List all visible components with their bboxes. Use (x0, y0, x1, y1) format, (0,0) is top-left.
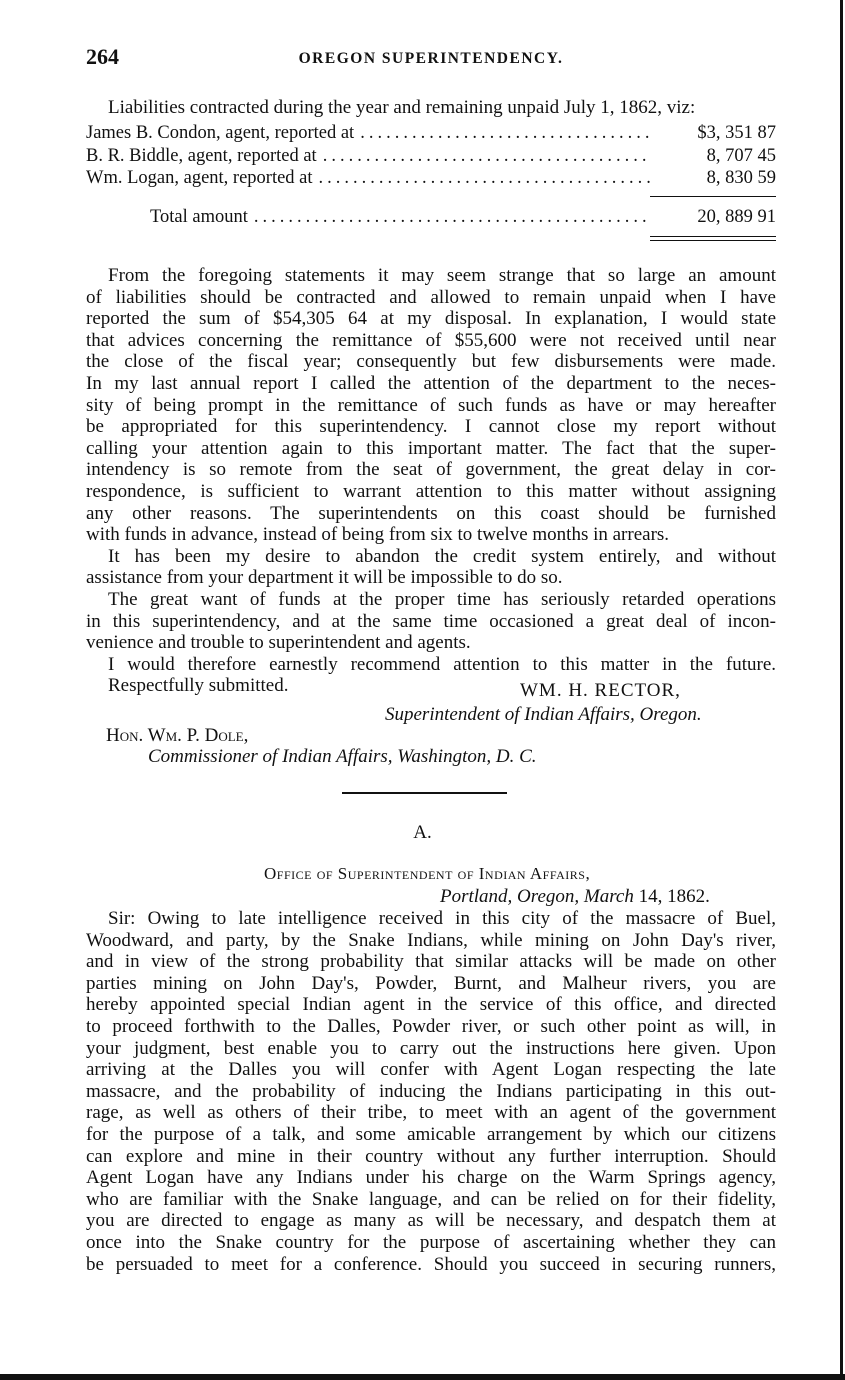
text-line: intendency is so remote from the seat of government, the great delay in cor- (86, 459, 776, 481)
liability-label: Wm. Logan, agent, reported at (86, 168, 313, 188)
text-line: I would therefore earnestly recommend attention to this matter in the future. (108, 653, 776, 675)
liabilities-intro: Liabilities contracted during the year and remaining unpaid July 1, 1862, viz: (108, 97, 696, 118)
text-line: your judgment, best enable you to carry out the instructions here given. Upon (86, 1037, 776, 1059)
liability-amount: 8, 707 45 (706, 146, 776, 166)
text-line: It has been my desire to abandon the credit system entirely, and without (108, 545, 776, 567)
liability-row (86, 145, 776, 167)
total-double-rule (650, 240, 776, 241)
liability-label: B. R. Biddle, agent, reported at (86, 146, 317, 166)
text-line: any other reasons. The superintendents on this coast should be furnished (86, 502, 776, 524)
text-line: the close of the fiscal year; consequently but few disbursements were made. (86, 351, 776, 373)
sum-rule (650, 196, 776, 197)
text-line: rage, as well as others of their tribe, to meet with an agent of the government (86, 1102, 776, 1124)
text-line: in this superintendency, and at the same time occasioned a great deal of incon- (86, 610, 776, 632)
text-line: to proceed forthwith to the Dalles, Powder river, or such other point as will, in (86, 1015, 776, 1037)
text-line: respondence, is sufficient to warrant attention to this matter without assigning (86, 480, 776, 502)
text-line: of liabilities should be contracted and allowed to remain unpaid when I have (86, 286, 776, 308)
text-line: be appropriated for this superintendency. I cannot close my report without (86, 416, 776, 438)
liability-label: James B. Condon, agent, reported at (86, 123, 355, 143)
leader-dots (319, 167, 650, 189)
text-line: be persuaded to meet for a conference. Should you succeed in securing runners, (86, 1253, 776, 1275)
text-line: parties mining on John Day's, Powder, Burnt, and Malheur rivers, you are (86, 972, 776, 994)
page-number: 264 (86, 44, 119, 69)
total-double-rule (650, 236, 776, 237)
text-line: who are familiar with the Snake language, and can be relied on for their fidelity, (86, 1188, 776, 1210)
text-line: once into the Snake country for the purpose of ascertaining whether they can (86, 1231, 776, 1253)
liability-amount: 8, 830 59 (706, 168, 776, 188)
text-line: In my last annual report I called the attention of the department to the neces- (86, 372, 776, 394)
text-line: with funds in advance, instead of being from six to twelve months in arrears. (86, 524, 670, 546)
text-line: assistance from your department it will be impossible to do so. (86, 567, 563, 589)
signature-title: Superintendent of Indian Affairs, Oregon. (385, 704, 702, 725)
leader-dots (360, 122, 650, 144)
text-line: and in view of the strong probability that similar attacks will be made on other (86, 951, 776, 973)
leader-dots (254, 206, 650, 228)
total-label: Total amount (150, 207, 248, 227)
text-line: venience and trouble to superintendent and agents. (86, 632, 471, 654)
page-header (86, 44, 776, 76)
signature-name: WM. H. RECTOR, (520, 680, 681, 701)
text-line: calling your attention again to this important matter. The fact that the super- (86, 437, 776, 459)
text-line: Respectfully submitted. (108, 675, 289, 697)
leader-dots (323, 145, 650, 167)
report-body (86, 265, 776, 697)
total-row (150, 206, 776, 228)
section-divider (342, 792, 507, 794)
text-line: that advices concerning the remittance of $55,600 were not received until near (86, 329, 776, 351)
addressee-name: Hon. Wm. P. Dole, (106, 725, 249, 746)
text-line: massacre, and the probability of inducing the Indians participating in this out- (86, 1080, 776, 1102)
section-letter: A. (413, 822, 432, 843)
text-line: sity of being prompt in the remittance of such funds as have or may hereafter (86, 394, 776, 416)
liability-amount: $3, 351 87 (697, 123, 776, 143)
office-title: Office of Superintendent of Indian Affairs, (264, 864, 591, 883)
text-line: arriving at the Dalles you will confer with Agent Logan respecting the late (86, 1059, 776, 1081)
text-line: Agent Logan have any Indians under his charge on the Warm Springs agency, (86, 1167, 776, 1189)
running-head: OREGON SUPERINTENDENCY. (298, 50, 564, 67)
total-amount: 20, 889 91 (697, 207, 776, 227)
text-line: Sir: Owing to late intelligence received in this city of the massacre of Buel, (108, 908, 776, 929)
text-line: for the purpose of a talk, and some amicable arrangement by which our citizens (86, 1123, 776, 1145)
office-place-date (440, 886, 710, 908)
liability-row (86, 167, 776, 189)
page-edge-bottom (0, 1374, 845, 1380)
text-line: The great want of funds at the proper time has seriously retarded operations (108, 588, 776, 610)
addressee-title: Commissioner of Indian Affairs, Washington, D. C. (148, 746, 537, 767)
letter-body (86, 908, 776, 1275)
text-line: From the foregoing statements it may seem strange that so large an amount (108, 265, 776, 286)
text-line: reported the sum of $54,305 64 at my disposal. In explanation, I would state (86, 308, 776, 330)
office-date: 14, 1862. (638, 886, 710, 907)
office-place: Portland, Oregon, March (440, 886, 634, 907)
text-line: hereby appointed special Indian agent in the service of this office, and directed (86, 994, 776, 1016)
text-line: you are directed to engage as many as will be necessary, and despatch them at (86, 1210, 776, 1232)
text-line: Woodward, and party, by the Snake Indians, while mining on John Day's river, (86, 929, 776, 951)
liability-row (86, 122, 776, 144)
page-edge-right (840, 0, 843, 1380)
text-line: can explore and mine in their country without any further interruption. Should (86, 1145, 776, 1167)
